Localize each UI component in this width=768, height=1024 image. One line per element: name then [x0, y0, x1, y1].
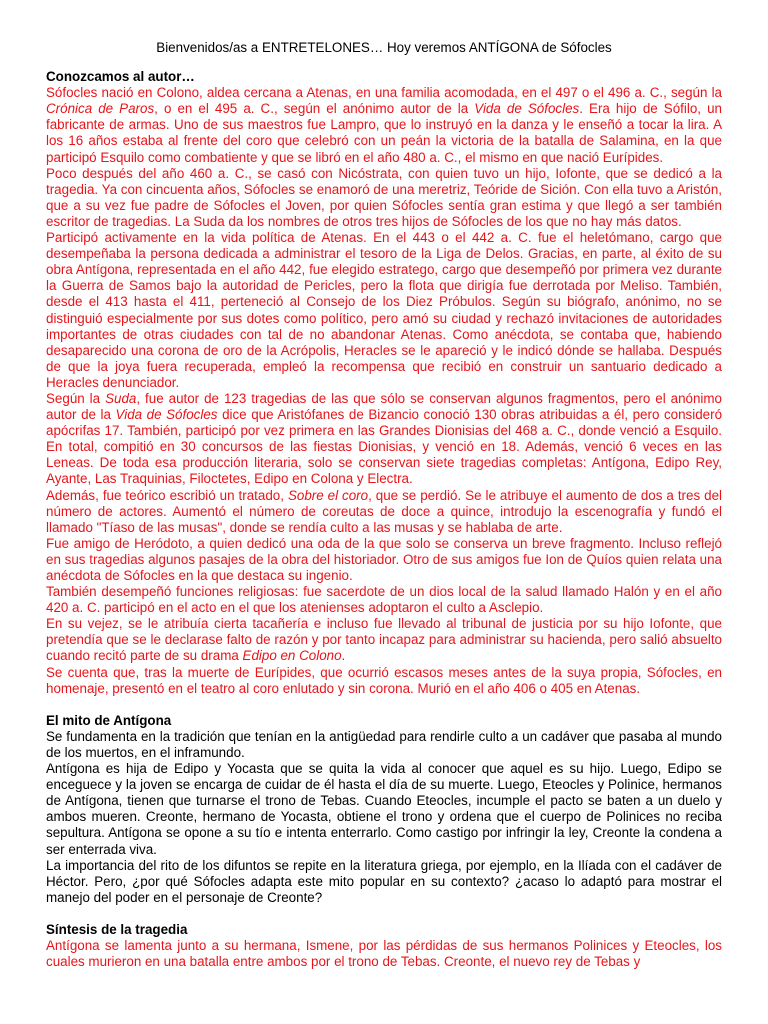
paragraph — [46, 230, 722, 391]
paragraph — [46, 536, 722, 584]
paragraph — [46, 665, 722, 697]
section-heading: Conozcamos al autor… — [46, 69, 195, 85]
italic-text: Sobre el coro — [287, 487, 369, 503]
paragraph — [46, 858, 722, 906]
text-run: Además, fue teórico escribió un tratado, — [46, 487, 288, 503]
paragraph — [46, 488, 722, 536]
italic-text: Vida de Sófocles — [115, 407, 218, 423]
italic-text: Suda — [105, 390, 137, 406]
text-run: La importancia del rito de los difuntos se repite en la literatura griega, por ejemplo, en la Ilíada con el cadáver de Héctor. Pero, ¿por qué Sófocles adapta este mito popular en su contexto? ¿acaso lo adaptó para mostrar el manejo del poder en el personaje de Creonte? — [46, 857, 722, 905]
section-3 — [46, 922, 722, 970]
paragraph — [46, 584, 722, 616]
paragraph — [46, 938, 722, 970]
text-run: , que se perdió. Se le atribuye el aumento de dos a tres del número de actores. Aumentó el número de coreutas de doce a quince, introdujo la escenografía y fundó el llamado "Tíaso de las musas", donde se rendía culto a las musas y se hablaba de arte. — [46, 487, 722, 535]
text-run: . — [341, 648, 346, 664]
text-run: Sófocles nació en Colono, aldea cercana a Atenas, en una familia acomodada, en el 497 o el 496 a. C., según la — [46, 85, 722, 101]
text-run: En su vejez, se le atribuía cierta tacañería e incluso fue llevado al tribunal de justicia por su hijo Iofonte, que pretendía que se le declarase falto de razón y por tanto incapaz para administrar su hacienda, pero salió absuelto cuando recitó parte de su drama — [46, 616, 722, 664]
paragraph — [46, 85, 722, 165]
text-run: Fue amigo de Heródoto, a quien dedicó una oda de la que solo se conserva un breve fragmento. Incluso reflejó en sus tragedias algunos pasajes de la obra del historiador. Otro de sus amigos fue Ion de Quíos quien relata una anécdota de Sófocles en la que destaca su ingenio. — [46, 535, 722, 583]
text-run: . Era hijo de Sófilo, un fabricante de armas. Uno de sus maestros fue Lampro, que lo instruyó en la danza y le enseñó a tocar la lira. A los 16 años estaba al frente del coro que celebró con un peán la victoria de la batalla de Salamina, en la que participó Esquilo como combatiente y que se libró en el año 480 a. C., el mismo en que nació Eurípides. — [46, 101, 722, 165]
paragraph — [46, 391, 722, 488]
text-run: , fue autor de 123 tragedias de las que sólo se conservan algunos fragmentos, pero el anónimo autor de la — [46, 390, 722, 423]
paragraph — [46, 166, 722, 230]
text-run: Según la — [46, 390, 106, 406]
text-run: dice que Aristófanes de Bizancio conoció 130 obras atribuidas a él, pero consideró apócrifas 17. También, participó por vez primera en las Grandes Dionisias del 468 a. C., donde venció a Esquilo. En total, compitió en 30 concursos de las fiestas Dionisias, y venció en 18. Además, venció 6 veces en las Leneas. De toda esa producción literaria, solo se conservan siete tragedias completas: Antígona, Edipo Rey, Ayante, Las Traquinias, Filoctetes, Edipo en Colona y Electra. — [46, 407, 723, 487]
paragraph — [46, 616, 722, 664]
section-2 — [46, 713, 722, 906]
text-run: , o en el 495 a. C., según el anónimo autor de la — [154, 101, 475, 117]
section-1 — [46, 69, 722, 697]
section-heading: Síntesis de la tragedia — [46, 921, 188, 937]
text-run: Antígona es hija de Edipo y Yocasta que se quita la vida al conocer que aquel es su hijo. Luego, Edipo se enceguece y la joven se encarga de cuidar de él hasta el día de su muerte. Luego, Eteocles y Polinice, hermanos de Antígona, tienen que turnarse el trono de Tebas. Cuando Eteocles, incumple el pacto se baten a un duelo y ambos mueren. Creonte, hermano de Yocasta, obtiene el trono y ordena que el cuerpo de Polinices no reciba sepultura. Antígona se opone a su tío e intenta enterrarlo. Como castigo por infringir la ley, Creonte la condena a ser enterrada viva. — [46, 761, 722, 857]
text-run: Se cuenta que, tras la muerte de Eurípides, que ocurrió escasos meses antes de la suya propia, Sófocles, en homenaje, presentó en el teatro al coro enlutado y sin corona. Murió en el año 406 o 405 en Atenas. — [46, 664, 722, 696]
document-page — [46, 40, 722, 986]
italic-text: Crónica de Paros — [46, 101, 155, 117]
paragraph — [46, 729, 722, 761]
text-run: Antígona se lamenta junto a su hermana, Ismene, por las pérdidas de sus hermanos Polinices y Eteocles, los cuales murieron en una batalla entre ambos por el trono de Tebas. Creonte, el nuevo rey de Tebas y — [46, 937, 722, 970]
document-body — [46, 69, 722, 970]
text-run: Poco después del año 460 a. C., se casó con Nicóstrata, con quien tuvo un hijo, Iofonte, que se dedicó a la tragedia. Ya con cincuenta años, Sófocles se enamoró de una meretriz, Teóride de Sición. Con ella tuvo a Aristón, que a su vez fue padre de Sófocles el Joven, por quien Sófocles sentía gran estima y que llegó a ser también escritor de tragedias. La Suda da los nombres de otros tres hijos de Sófocles de los que no hay más datos. — [46, 165, 722, 229]
text-run: Se fundamenta en la tradición que tenían en la antigüedad para rendirle culto a un cadáver que pasaba al mundo de los muertos, en el inframundo. — [46, 728, 722, 760]
italic-text: Edipo en Colono — [242, 648, 342, 664]
text-run: Participó activamente en la vida política de Atenas. En el 443 o el 442 a. C. fue el heletómano, cargo que desempeñaba la persona dedicada a administrar el tesoro de la Liga de Delos. Gracias, en parte, al éxito de su obra Antígona, representada en el año 442, fue elegido estratego, cargo que desempeñó por primera vez durante la Guerra de Samos bajo la autoridad de Pericles, pero la flota que dirigía fue derrotada por Meliso. También, desde el 413 hasta el 411, perteneció al Consejo de los Diez Próbulos. Según su biógrafo, anónimo, no se distinguió especialmente por sus dotes como político, pero amó su ciudad y rechazó invitaciones de autoridades importantes de otras ciudades con tal de no abandonar Atenas. Como anécdota, se contaba que, habiendo desaparecido una corona de oro de la Acrópolis, Heracles se le apareció y le indicó dónde se hallaba. Después de que la joya fuera recuperada, empleó la recompensa que recibió en construir un santuario dedicado a Heracles denunciador. — [46, 230, 722, 390]
text-run: También desempeñó funciones religiosas: fue sacerdote de un dios local de la salud llamado Halón y en el año 420 a. C. participó en el acto en el que los atenienses adoptaron el culto a Asclepio. — [46, 584, 722, 616]
italic-text: Vida de Sófocles — [474, 101, 580, 117]
section-heading: El mito de Antígona — [46, 712, 172, 728]
paragraph — [46, 761, 722, 858]
page-title: Bienvenidos/as a ENTRETELONES… Hoy veremos ANTÍGONA de Sófocles — [156, 40, 612, 55]
